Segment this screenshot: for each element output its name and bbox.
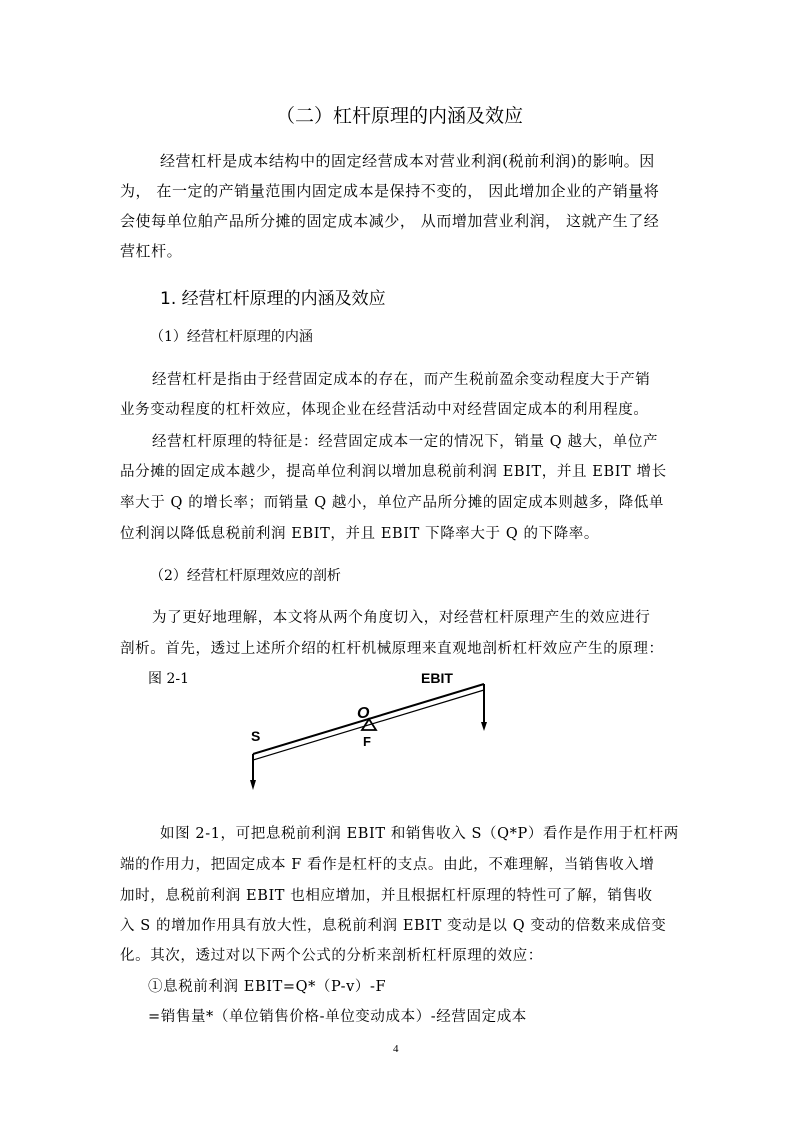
feature-line-3: 率大于 Q 的增长率；而销量 Q 越小，单位产品所分摊的固定成本则越多，降低单 [120, 495, 665, 511]
feature-line-4: 位利润以降低息税前利润 EBIT，并且 EBIT 下降率大于 Q 的下降率。 [120, 526, 600, 542]
f-label: F [363, 734, 371, 749]
def-line-2: 业务变动程度的杠杆效应，体现企业在经营活动中对经营固定成本的利用程度。 [120, 402, 649, 418]
lever-diagram [240, 664, 530, 796]
sub1-heading: （1）经营杠杆原理的内涵 [150, 329, 313, 345]
figure-caption: 图 2-1 [148, 671, 189, 687]
def-line-1: 经营杠杆是指由于经营固定成本的存在，而产生税前盈余变动程度大于产销 [152, 372, 651, 388]
intro-line-2: 为， 在一定的产销量范围内固定成本是保持不变的， 因此增加企业的产销量将 [120, 182, 660, 200]
ebit-label: EBIT [421, 670, 453, 686]
subsection-title: 1. 经营杠杆原理的内涵及效应 [160, 289, 386, 309]
s-label: S [251, 728, 261, 744]
figure-line-1: 如图 2-1，可把息税前利润 EBIT 和销售收入 S（Q*P）看作是作用于杠杆两 [160, 826, 679, 842]
feature-line-1: 经营杠杆原理的特征是：经营固定成本一定的情况下，销量 Q 越大，单位产 [152, 434, 659, 450]
page-number: 4 [393, 1043, 399, 1055]
intro-line-1: 经营杠杆是成本结构中的固定经营成本对营业利润(税前利润)的影响。因 [160, 152, 655, 170]
formula-line-2: =销售量*（单位销售价格-单位变动成本）-经营固定成本 [148, 1009, 527, 1025]
figure-line-4: 入 S 的增加作用具有放大性，息税前利润 EBIT 变动是以 Q 变动的倍数来成倍变 [120, 918, 667, 934]
feature-line-2: 品分摊的固定成本越少，提高单位利润以增加息税前利润 EBIT，并且 EBIT 增长 [120, 464, 667, 480]
figure-line-2: 端的作用力，把固定成本 F 看作是杠杆的支点。由此，不难理解，当销售收入增 [120, 857, 655, 873]
o-label: O [357, 705, 370, 722]
intro-line-4: 营杠杆。 [120, 242, 183, 260]
figure-line-5: 化。其次，透过对以下两个公式的分析来剖析杠杆原理的效应： [120, 948, 543, 964]
analysis-line-1: 为了更好地理解，本文将从两个角度切入，对经营杠杆原理产生的效应进行 [152, 610, 651, 626]
formula-line-1: ①息税前利润 EBIT=Q*（P-v）-F [148, 979, 387, 995]
sub2-heading: （2）经营杠杆原理效应的剖析 [150, 568, 341, 584]
analysis-line-2: 剖析。首先，透过上述所介绍的杠杆机械原理来直观地剖析杠杆效应产生的原理： [120, 641, 664, 657]
section-title: （二）杠杆原理的内涵及效应 [276, 105, 524, 127]
figure-line-3: 加时，息税前利润 EBIT 也相应增加，并且根据杠杆原理的特性可了解，销售收 [120, 888, 653, 904]
intro-line-3: 会使每单位舶产品所分摊的固定成本减少， 从而增加营业利润， 这就产生了经 [120, 212, 660, 230]
